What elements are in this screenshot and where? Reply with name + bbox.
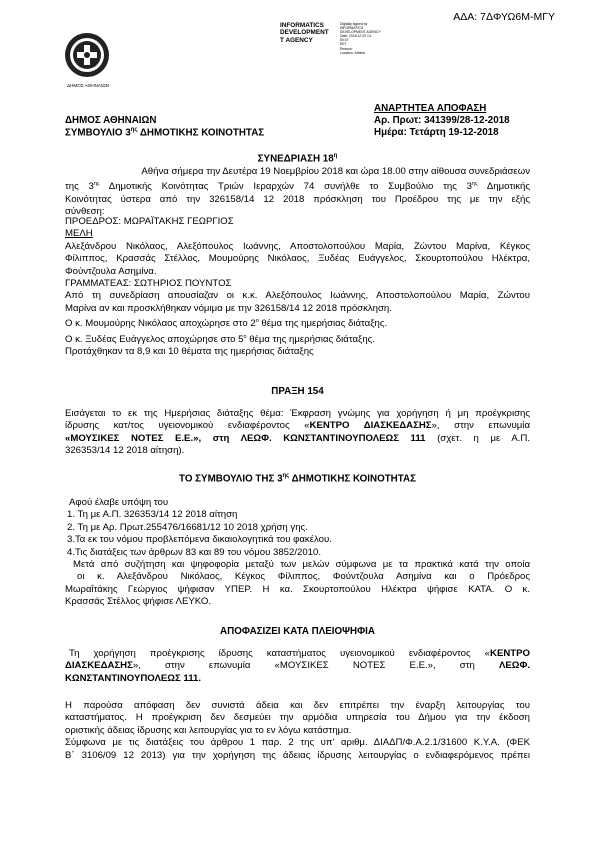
council-name: ΣΥΜΒΟΥΛΙΟ $3^{\eta\varsigma}$ ΔΗΜΟΤΙΚΗΣ ΚΟΙΝΟΤΗΤΑΣ: [65, 127, 265, 139]
decision-date: Ημέρα: Τετάρτη 19-12-2018: [374, 127, 499, 138]
secretary-line: ΓΡΑΜΜΑΤΕΑΣ: ΣΩΤΗΡΙΟΣ ΠΟΥΝΤΟΣ: [65, 278, 232, 290]
protocol-number: Αρ. Πρωτ: 341399/28-12-2018: [374, 115, 510, 126]
logo-caption: ΔΗΜΟΣ ΑΘΗΝΑΙΩΝ: [67, 83, 109, 88]
list-item: 3.Τα εκ του νόμου προβλεπόμενα δικαιολογητικά του φακέλου.: [67, 534, 332, 546]
signature-org-name: INFORMATICS DEVELOPMENT T AGENCY: [280, 22, 329, 44]
intro-paragraph: Αθήνα σήμερα την Δευτέρα 19 Νοεμβρίου 2018 και ώρα 18.00 στην αίθουσα συνεδριάσεων της $3^{\eta\varsigma}$ Δημοτικής Κοινότητας Τριών Ιεραρχών 74 συνήλθε το Συμβούλιο της $3^{\eta\varsigma}$ Δημοτικής Κοινότητας ύστερα από την 326158/14 12 2018 πρόσκληση του Προέδρου της με την εξής σύνθεση:: [65, 166, 530, 218]
president-line: ΠΡΟΕΔΡΟΣ: ΜΩΡΑΪΤΑΚΗΣ ΓΕΩΡΓΙΟΣ: [65, 216, 234, 227]
act-title: ΠΡΑΞΗ 154: [271, 386, 324, 397]
closing-paragraph: Η παρούσα απόφαση δεν συνιστά άδεια και δεν επιτρέπει την έναρξη λειτουργίας του καταστήματος. Η προέγκριση δεν δεσμεύει την αρμόδια υπηρεσία του Δήμου για την έκδοση οριστικής άδειας ίδρυσης και λειτουργίας για το εν λόγω κατάστημα. Σύμφωνα με τις διατάξεις του άρθρου 1 παρ. 2 της υπ' αριθμ. ΔΙΑΔΠ/Φ.Α.2.1/31600 Κ.Υ.Α. (ΦΕΚ Β΄ 3106/09 12 2013) για την χορήγηση της άδειας ίδρυσης λειτουργίας ο ενδιαφερόμενος πρέπει: [65, 700, 530, 761]
municipality-seal-icon: [64, 32, 110, 78]
decision-heading: ΑΠΟΦΑΣΙΖΕΙ ΚΑΤΑ ΠΛΕΙΟΨΗΦΙΑ: [220, 626, 375, 637]
act-subject: Εισάγεται το εκ της Ημερήσιας διάταξης θέμα: Έκφραση γνώμης για χορήγηση ή μη προέγκρισης ίδρυσης κατ/τος υγειονομικού ενδιαφέροντος «ΚΕΝΤΡΟ ΔΙΑΣΚΕΔΑΣΗΣ», στην επωνυμία «ΜΟΥΣΙΚΕΣ ΝΟΤΕΣ Ε.Ε.», στη ΛΕΩΦ. ΚΩΝΣΤΑΝΤΙΝΟΥΠΟΛΕΩΣ 111 (σχετ. η με Α.Π. 326353/14 12 2018 αίτηση).: [65, 408, 530, 457]
council-heading: ΤΟ ΣΥΜΒΟΥΛΙΟ ΤΗΣ $3^{\eta\varsigma}$ ΔΗΜΟΤΙΚΗΣ ΚΟΙΝΟΤΗΤΑΣ: [179, 473, 416, 485]
attendance-section: ΠΡΟΕΔΡΟΣ: ΜΩΡΑΪΤΑΚΗΣ ΓΕΩΡΓΙΟΣ ΜΕΛΗ Αλεξάνδρου Νικόλαος, Αλεξόπουλος Ιωάννης, Αποστολοπούλου Μαρία, Ζώντου Μαρίνα, Κέγκος Φίλιππος, Κρασσάς Στέλλος, Μουμούρης Νικόλαος, Ξυδέας Ευάγγελος, Σκουρτοπούλου Ηλέκτρα, Φούντζουλα Ασημίνα. ΓΡΑΜΜΑΤΕΑΣ: ΣΩΤΗΡΙΟΣ ΠΟΥΝΤΟΣ Από τη συνεδρίαση απουσίαζαν οι κ.κ. Αλεξόπουλος Ιωάννης, Αποστολοπούλου Μαρία, Ζώντου Μαρίνα αν και προσκλήθηκαν νόμιμα με την 326158/14 12 2018 πρόσκληση. Ο κ. Μουμούρης Νικόλαος αποχώρησε στο $2^o$ θέμα της ημερήσιας διάταξης. Ο κ. Ξυδέας Ευάγγελος αποχώρησε στο $5^o$ θέμα της ημερήσιας διάταξης. Προτάχθηκαν τα 8,9 και 10 θέματα της ημερήσιας διάταξης: [65, 216, 530, 358]
decision-text: Τη χορήγηση προέγκρισης ίδρυσης καταστήματος υγειονομικού ενδιαφέροντος «ΚΕΝΤΡΟ ΔΙΑΣΚΕΔΑΣΗΣ», στην επωνυμία «ΜΟΥΣΙΚΕΣ ΝΟΤΕΣ Ε.Ε.», στη ΛΕΩΦ. ΚΩΝΣΤΑΝΤΙΝΟΥΠΟΛΕΩΣ 111.: [65, 648, 530, 684]
list-item: 2. Τη με Αρ. Πρωτ.255476/16681/12 10 2018 χρήση γης.: [67, 521, 308, 533]
members-label: ΜΕΛΗ: [65, 228, 93, 240]
list-item: 1. Τη με Α.Π. 326353/14 12 2018 αίτηση: [67, 509, 238, 521]
session-title: ΣΥΝΕΔΡΙΑΣΗ $18^\eta$: [257, 153, 338, 165]
municipality-name: ΔΗΜΟΣ ΑΘΗΝΑΙΩΝ: [65, 115, 157, 126]
digital-signature-details: Digitally signed by INFORMATICS DEVELOPMENT AGENCY Date: 2018.12.20 14: 50:47 EET Reason: Location: Athens: [340, 22, 381, 55]
posted-label: ΑΝΑΡΤΗΤΕΑ ΑΠΟΦΑΣΗ: [374, 103, 487, 114]
list-item: 4.Τις διατάξεις των άρθρων 83 και 89 του νόμου 3852/2010.: [67, 546, 322, 558]
ada-code: ΑΔΑ: 7ΔΦΥΩ6Μ-ΜΓΥ: [453, 11, 555, 23]
considerations-section: Αφού έλαβε υπόψη του 1. Τη με Α.Π. 326353/14 12 2018 αίτηση 2. Τη με Αρ. Πρωτ.255476/16681/12 10 2018 χρήση γης. 3.Τα εκ του νόμου προβλεπόμενα δικαιολογητικά του φακέλου. 4.Τις διατάξεις των άρθρων 83 και 89 του νόμου 3852/2010. Μετά από συζήτηση και ψηφοφορία μεταξύ των μελών σύμφωνα με τα πρακτικά κατά την οποία οι κ. Αλεξάνδρου Νικόλαος, Κέγκος Φίλιππος, Φούντζουλα Ασημίνα και ο Πρόεδρος Μωραΐτάκης Γεώργιος ψήφισαν ΥΠΕΡ. Η κα. Σκουρτοπούλου Ηλέκτρα ψήφισε ΚΑΤΑ. Ο κ. Κρασσάς Στέλλος ψήφισε ΛΕΥΚΟ.: [65, 497, 530, 608]
